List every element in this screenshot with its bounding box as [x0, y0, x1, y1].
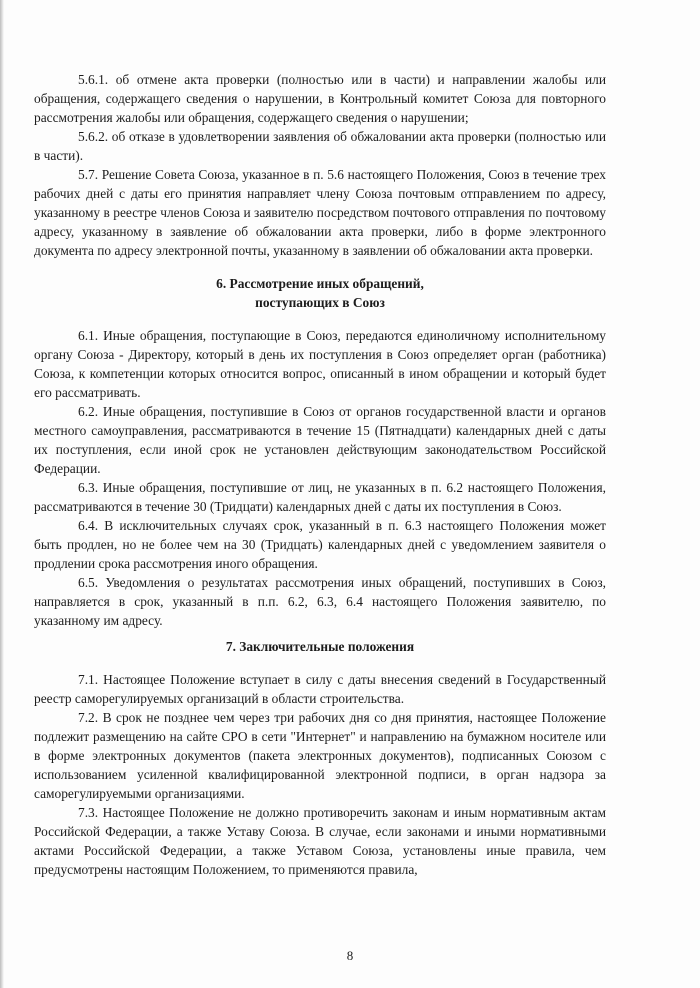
paragraph-5-6-1: 5.6.1. об отмене акта проверки (полностью или в части) и направлении жалобы или обращения, содержащего сведения о нарушении, в Контрольный комитет Союза для повторного рассмотрения жалобы или обращения, содержащего сведения о нарушении;	[34, 72, 606, 125]
paragraph-7-3: 7.3. Настоящее Положение не должно противоречить законам и иным нормативным актам Российской Федерации, а также Уставу Союза. В случае, если законами и иными нормативными актами Российской Федерации, а также Уставом Союза, установлены иные правила, чем предусмотрены настоящим Положением, то применяются правила,	[34, 805, 606, 877]
section-7-title: 7. Заключительные положения	[225, 639, 415, 654]
paragraph-7-1: 7.1. Настоящее Положение вступает в силу с даты внесения сведений в Государственный реестр саморегулируемых организаций в области строительства.	[34, 672, 606, 706]
spacer	[34, 312, 606, 326]
paragraph-6-1: 6.1. Иные обращения, поступающие в Союз, передаются единоличному исполнительному органу Союза - Директору, который в день их поступления в Союз определяет орган (работника) Союза, к компетенции которых относится вопрос, описанный в ином обращении и который будет его рассматривать.	[34, 328, 606, 400]
page-content	[34, 70, 606, 879]
spacer	[34, 260, 606, 274]
spacer	[34, 656, 606, 670]
page-number: 8	[346, 948, 354, 963]
spacer	[34, 630, 606, 637]
paragraph-6-5: 6.5. Уведомления о результатах рассмотрения иных обращений, поступивших в Союз, направляется в срок, указанный в п.п. 6.2, 6.3, 6.4 настоящего Положения заявителю, по указанному им адресу.	[34, 575, 606, 628]
paragraph-6-3: 6.3. Иные обращения, поступившие от лиц, не указанных в п. 6.2 настоящего Положения, рассматриваются в течение 30 (Тридцати) календарных дней с даты их поступления в Союз.	[34, 480, 606, 514]
section-6-title-line-2: поступающих в Союз	[255, 295, 385, 310]
section-6-heading	[34, 274, 606, 312]
paragraph-6-4: 6.4. В исключительных случаях срок, указанный в п. 6.3 настоящего Положения может быть продлен, но не более чем на 30 (Тридцать) календарных дней с уведомлением заявителя о продлении срока рассмотрения иного обращения.	[34, 518, 606, 571]
paragraph-6-2: 6.2. Иные обращения, поступившие в Союз от органов государственной власти и органов местного самоуправления, рассматриваются в течение 15 (Пятнадцати) календарных дней с даты их поступления, если иной срок не установлен действующим законодательством Российской Федерации.	[34, 404, 606, 476]
paragraph-7-2: 7.2. В срок не позднее чем через три рабочих дня со дня принятия, настоящее Положение подлежит размещению на сайте СРО в сети "Интернет" и направлению на бумажном носителе или в форме электронных документов (пакета электронных документов), подписанных Союзом с использованием усиленной квалифицированной электронной подписи, в орган надзора за саморегулируемыми организациями.	[34, 710, 606, 801]
paragraph-5-6-2: 5.6.2. об отказе в удовлетворении заявления об обжаловании акта проверки (полностью или в части).	[34, 129, 606, 163]
section-6-title-line-1: 6. Рассмотрение иных обращений,	[216, 276, 424, 291]
paragraph-5-7: 5.7. Решение Совета Союза, указанное в п. 5.6 настоящего Положения, Союз в течение трех рабочих дней с даты его принятия направляет члену Союза почтовым отправлением по адресу, указанному в реестре членов Союза и заявителю посредством почтового отправления по почтовому адресу, указанному в заявление об обжаловании акта проверки, либо в форме электронного документа по адресу электронной почты, указанному в заявлении об обжаловании акта проверки.	[34, 167, 606, 258]
